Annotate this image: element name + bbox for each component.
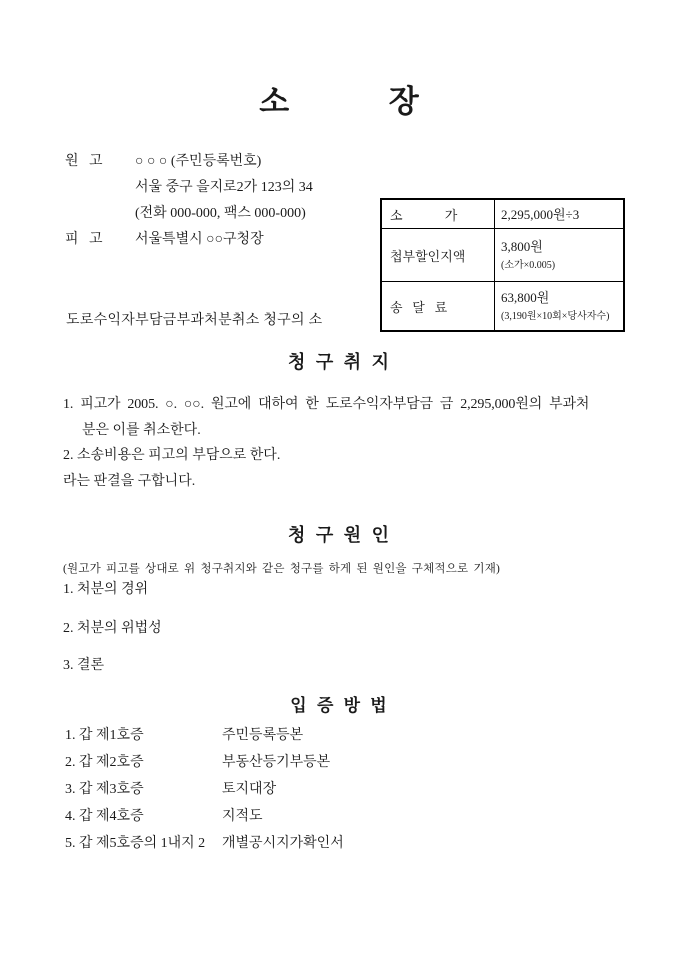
stamp-fee-note: (소가×0.005) xyxy=(501,260,556,271)
evidence-description: 지적도 xyxy=(222,809,263,824)
evidence-description: 부동산등기부등본 xyxy=(222,755,331,770)
claim-cause-item: 2. 처분의 위법성 xyxy=(63,621,162,636)
evidence-item xyxy=(65,803,625,830)
evidence-description: 주민등록등본 xyxy=(222,728,304,743)
table-row-claim-value xyxy=(382,200,623,229)
defendant-details xyxy=(135,227,375,253)
evidence-item xyxy=(65,722,625,749)
service-fee-label: 송 달 료 xyxy=(382,282,495,330)
evidence-item xyxy=(65,776,625,803)
evidence-label: 4. 갑 제4호증 xyxy=(65,809,144,824)
stamp-fee-label: 첩부할인지액 xyxy=(382,229,495,281)
claim-cause-item: 1. 처분의 경위 xyxy=(63,582,149,597)
claim-cause-item: 3. 결론 xyxy=(63,658,105,673)
evidence-label: 3. 갑 제3호증 xyxy=(65,782,144,797)
document-title: 소 장 xyxy=(259,84,421,119)
claim-purpose-line: 2. 소송비용은 피고의 부담으로 한다. xyxy=(63,448,281,463)
claim-purpose-line: 라는 판결을 구합니다. xyxy=(63,473,196,489)
stamp-fee-cell xyxy=(495,229,623,281)
stamp-fee-amount: 3,800원 xyxy=(501,239,543,254)
claim-purpose-body xyxy=(63,392,623,494)
table-row-stamp-fee xyxy=(382,229,623,282)
defendant-name: 서울특별시 ○○구청장 xyxy=(135,232,264,247)
claim-value-amount: 2,295,000원÷3 xyxy=(501,206,580,222)
claim-value-cell xyxy=(495,200,623,228)
claim-cause-heading: 청 구 원 인 xyxy=(287,525,393,545)
claim-cause-instruction: (원고가 피고를 상대로 위 청구취지와 같은 청구를 하게 된 원인을 구체적으로 기재) xyxy=(63,563,501,575)
service-fee-amount: 63,800원 xyxy=(501,290,550,305)
litigation-cost-table xyxy=(380,198,625,332)
evidence-label: 5. 갑 제5호증의 1내지 2 xyxy=(65,836,206,851)
service-fee-cell xyxy=(495,282,623,330)
table-row-service-fee xyxy=(382,282,623,330)
plaintiff-name: ○ ○ ○ (주민등록번호) xyxy=(135,154,262,169)
party-block xyxy=(65,149,375,253)
evidence-item xyxy=(65,830,625,857)
evidence-item xyxy=(65,749,625,776)
plaintiff-address: 서울 중구 을지로2가 123의 34 xyxy=(135,180,313,195)
plaintiff-details xyxy=(135,149,375,227)
plaintiff-contact: (전화 000-000, 팩스 000-000) xyxy=(135,206,306,221)
evidence-list xyxy=(65,722,625,857)
evidence-heading: 입 증 방 법 xyxy=(290,696,390,715)
plaintiff-row xyxy=(65,149,375,227)
evidence-description: 토지대장 xyxy=(222,782,277,797)
defendant-label: 피 고 xyxy=(65,232,103,247)
service-fee-note: (3,190원×10회×당사자수) xyxy=(501,311,610,322)
case-name: 도로수익자부담금부과처분취소 청구의 소 xyxy=(66,313,323,328)
claim-purpose-heading: 청 구 취 지 xyxy=(287,352,393,372)
evidence-label: 2. 갑 제2호증 xyxy=(65,755,144,770)
evidence-description: 개별공시지가확인서 xyxy=(222,836,344,851)
defendant-row xyxy=(65,227,375,253)
evidence-label: 1. 갑 제1호증 xyxy=(65,728,144,743)
claim-purpose-line: 1. 피고가 2005. ○. ○○. 원고에 대하여 한 도로수익자부담금 금 2,295,000원의 부과처 xyxy=(63,397,590,412)
claim-purpose-line: 분은 이를 취소한다. xyxy=(82,422,201,438)
plaintiff-label: 원 고 xyxy=(65,154,103,169)
claim-value-label: 소 가 xyxy=(382,200,495,228)
